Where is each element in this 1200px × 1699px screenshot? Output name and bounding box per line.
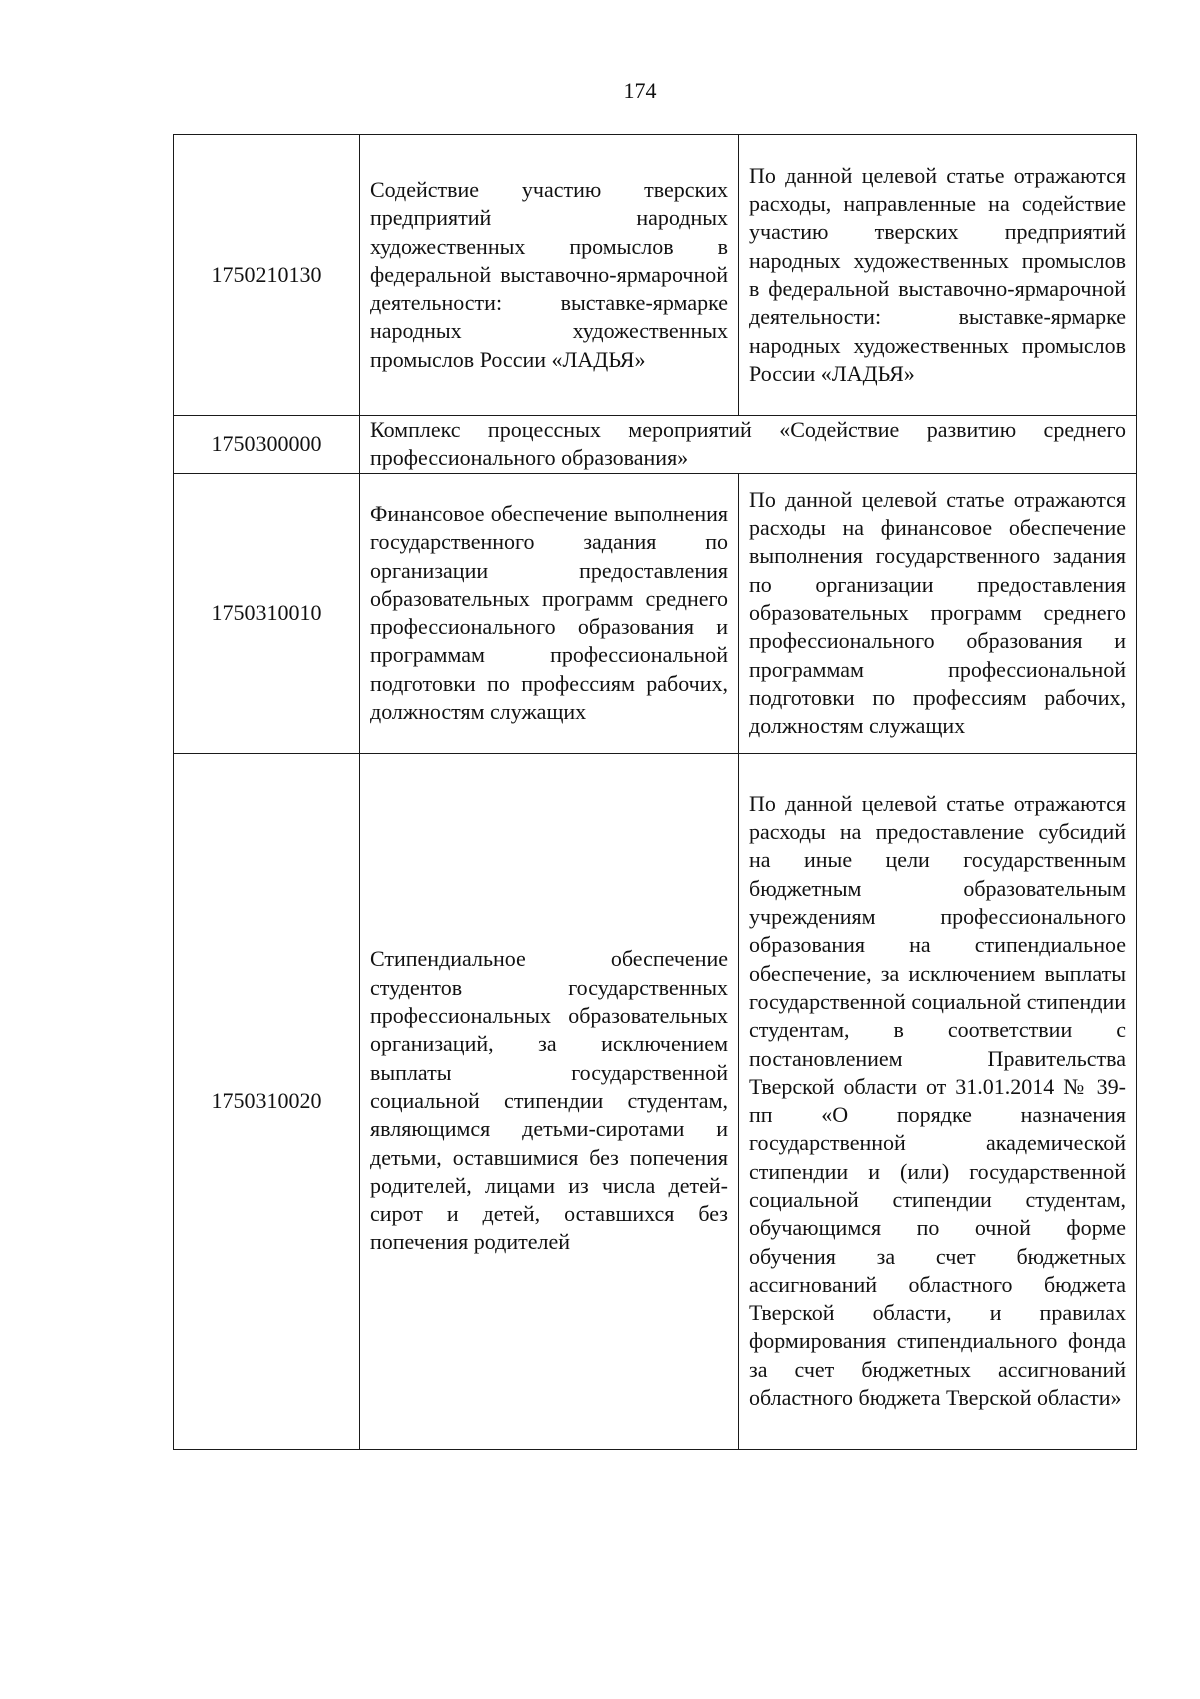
table-row	[174, 753, 1137, 1449]
target-description-cell: По данной целевой статье отражаются расходы, направленные на содействие участию тверских предприятий народных художественных промыслов в федеральной выставочно-ярмарочной деятельности: выставке-ярмарке народных художественных промыслов России «ЛАДЬЯ»	[739, 135, 1137, 416]
target-description-cell: По данной целевой статье отражаются расходы на финансовое обеспечение выполнения государственного задания по организации предоставления образовательных программ среднего профессионального образования и программам профессиональной подготовки по профессиям рабочих, должностям служащих	[739, 473, 1137, 753]
table-row	[174, 473, 1137, 753]
target-description-cell: По данной целевой статье отражаются расходы на предоставление субсидий на иные цели государственным бюджетным образовательным учреждениям профессионального образования на стипендиальное обеспечение, за исключением выплаты государственной социальной стипендии студентам, в соответствии с постановлением Правительства Тверской области от 31.01.2014 № 39-пп «О порядке назначения государственной академической стипендии и (или) государственной социальной стипендии студентам, обучающимся по очной форме обучения за счет бюджетных ассигнований областного бюджета Тверской области, и правилах формирования стипендиального фонда за счет бюджетных ассигнований областного бюджета Тверской области»	[739, 753, 1137, 1449]
target-code-cell: 1750210130	[174, 135, 360, 416]
table-row	[174, 135, 1137, 416]
target-name-cell: Финансовое обеспечение выполнения государственного задания по организации предоставления образовательных программ среднего профессионального образования и программам профессиональной подготовки по профессиям рабочих, должностям служащих	[360, 473, 739, 753]
budget-classification-table	[173, 134, 1137, 1450]
target-code-cell: 1750300000	[174, 416, 360, 474]
target-name-cell: Стипендиальное обеспечение студентов государственных профессиональных образовательных организаций, за исключением выплаты государственной социальной стипендии студентам, являющимся детьми-сиротами и детьми, оставшимися без попечения родителей, лицами из числа детей-сирот и детей, оставшихся без попечения родителей	[360, 753, 739, 1449]
page-number: 174	[623, 78, 657, 103]
target-code-cell: 1750310020	[174, 753, 360, 1449]
target-code-cell: 1750310010	[174, 473, 360, 753]
table-row	[174, 416, 1137, 474]
complex-name-cell: Комплекс процессных мероприятий «Содействие развитию среднего профессионального образования»	[360, 416, 1137, 474]
target-name-cell: Содействие участию тверских предприятий народных художественных промыслов в федеральной выставочно-ярмарочной деятельности: выставке-ярмарке народных художественных промыслов России «ЛАДЬЯ»	[360, 135, 739, 416]
